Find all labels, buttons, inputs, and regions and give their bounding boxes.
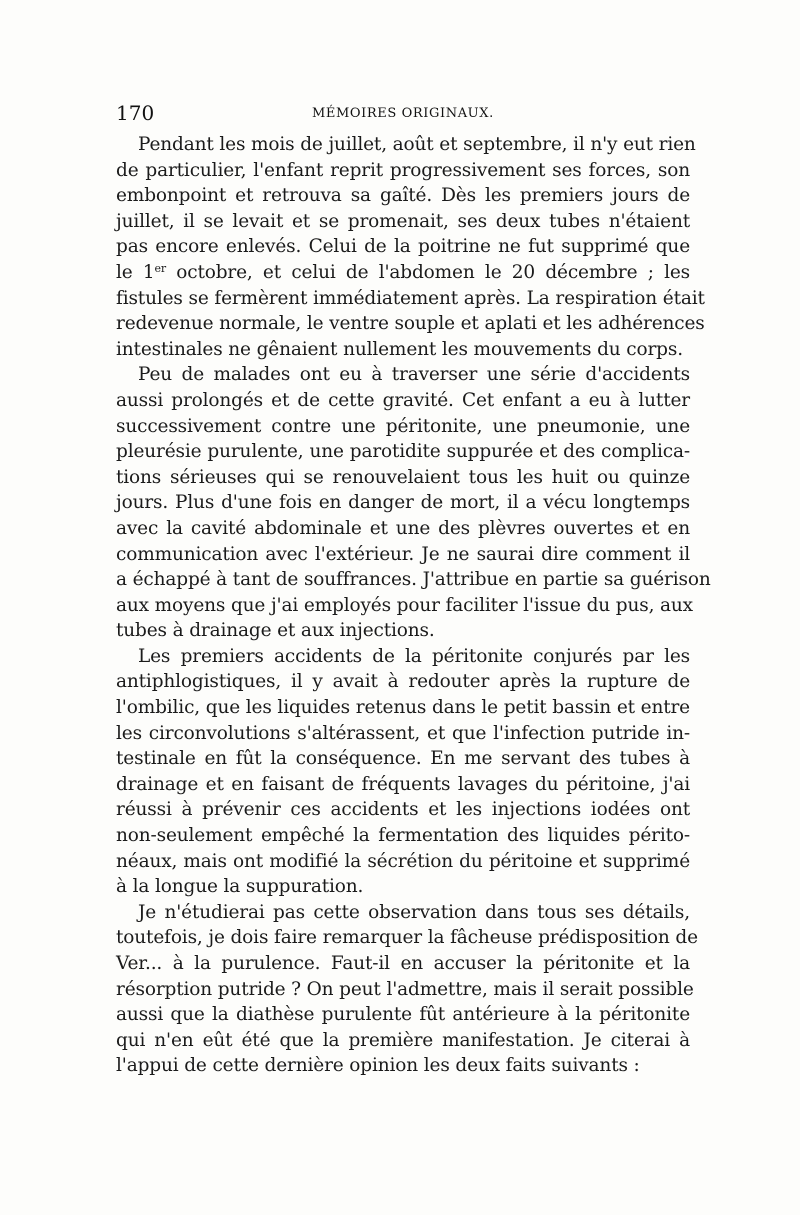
text-line: embonpoint et retrouva sa gaîté. Dès les premiers jours de bbox=[116, 185, 690, 207]
text-line: Peu de malades ont eu à traverser une série d'accidents bbox=[138, 364, 690, 386]
text-line: néaux, mais ont modifié la sécrétion du péritoine et supprimé bbox=[116, 850, 690, 872]
text-segment: octobre, et celui de l'abdomen le 20 décembre ; les bbox=[165, 261, 690, 283]
text-line: pas encore enlevés. Celui de la poitrine ne fut supprimé que bbox=[116, 236, 690, 258]
text-line: testinale en fût la conséquence. En me servant des tubes à bbox=[116, 748, 690, 770]
text-line: tubes à drainage et aux injections. bbox=[116, 620, 435, 642]
text-line: drainage et en faisant de fréquents lavages du péritoine, j'ai bbox=[116, 773, 690, 795]
text-line bbox=[116, 260, 690, 286]
text-line: non-seulement empêché la fermentation des liquides périto- bbox=[116, 825, 690, 847]
text-line: antiphlogistiques, il y avait à redouter après la rupture de bbox=[116, 671, 690, 693]
text-line: à la longue la suppuration. bbox=[116, 876, 364, 898]
text-line: redevenue normale, le ventre souple et aplati et les adhérences bbox=[116, 313, 705, 335]
text-line: intestinales ne gênaient nullement les mouvements du corps. bbox=[116, 338, 683, 360]
text-line: toutefois, je dois faire remarquer la fâcheuse prédisposition de bbox=[116, 927, 698, 949]
paragraph bbox=[116, 644, 690, 900]
text-line: tions sérieuses qui se renouvelaient tous les huit ou quinze bbox=[116, 466, 690, 488]
text-line: les circonvolutions s'altérassent, et que l'infection putride in- bbox=[116, 722, 690, 744]
page-number: 170 bbox=[116, 101, 155, 125]
running-head bbox=[116, 100, 688, 126]
paragraph bbox=[116, 362, 711, 644]
paragraph bbox=[116, 132, 705, 362]
text-line: pleurésie purulente, une parotidite suppurée et des complica- bbox=[116, 441, 690, 463]
text-line: Pendant les mois de juillet, août et septembre, il n'y eut rien bbox=[138, 134, 696, 155]
text-line: de particulier, l'enfant reprit progressivement ses forces, son bbox=[116, 159, 690, 181]
superscript: er bbox=[154, 261, 166, 275]
text-line: qui n'en eût été que la première manifestation. Je citerai à bbox=[116, 1029, 690, 1051]
text-line: aux moyens que j'ai employés pour faciliter l'issue du pus, aux bbox=[116, 594, 693, 616]
text-line: l'appui de cette dernière opinion les deux faits suivants : bbox=[116, 1055, 640, 1077]
text-line: avec la cavité abdominale et une des plèvres ouvertes et en bbox=[116, 517, 690, 539]
text-line: l'ombilic, que les liquides retenus dans le petit bassin et entre bbox=[116, 697, 690, 719]
text-line: Je n'étudierai pas cette observation dans tous ses détails, bbox=[138, 901, 690, 923]
text-line: juillet, il se levait et se promenait, ses deux tubes n'étaient bbox=[116, 210, 690, 232]
text-line: jours. Plus d'une fois en danger de mort, il a vécu longtemps bbox=[116, 492, 690, 514]
text-line: a échappé à tant de souffrances. J'attribue en partie sa guérison bbox=[116, 569, 711, 591]
body-text bbox=[116, 132, 711, 1079]
text-line: réussi à prévenir ces accidents et les injections iodées ont bbox=[116, 799, 690, 821]
text-segment: le 1 bbox=[116, 261, 155, 283]
text-line: Les premiers accidents de la péritonite conjurés par les bbox=[138, 645, 690, 667]
text-line: aussi prolongés et de cette gravité. Cet enfant a eu à lutter bbox=[116, 389, 690, 411]
running-title: MÉMOIRES ORIGINAUX. bbox=[312, 106, 494, 121]
text-line: résorption putride ? On peut l'admettre, mais il serait possible bbox=[116, 978, 694, 1000]
text-line: successivement contre une péritonite, une pneumonie, une bbox=[116, 415, 690, 437]
paragraph bbox=[116, 900, 698, 1079]
text-line: communication avec l'extérieur. Je ne saurai dire comment il bbox=[116, 543, 690, 565]
text-line: Ver... à la purulence. Faut-il en accuser la péritonite et la bbox=[116, 953, 690, 974]
text-line: fistules se fermèrent immédiatement après. La respiration était bbox=[116, 287, 705, 309]
text-line: aussi que la diathèse purulente fût antérieure à la péritonite bbox=[116, 1004, 690, 1026]
